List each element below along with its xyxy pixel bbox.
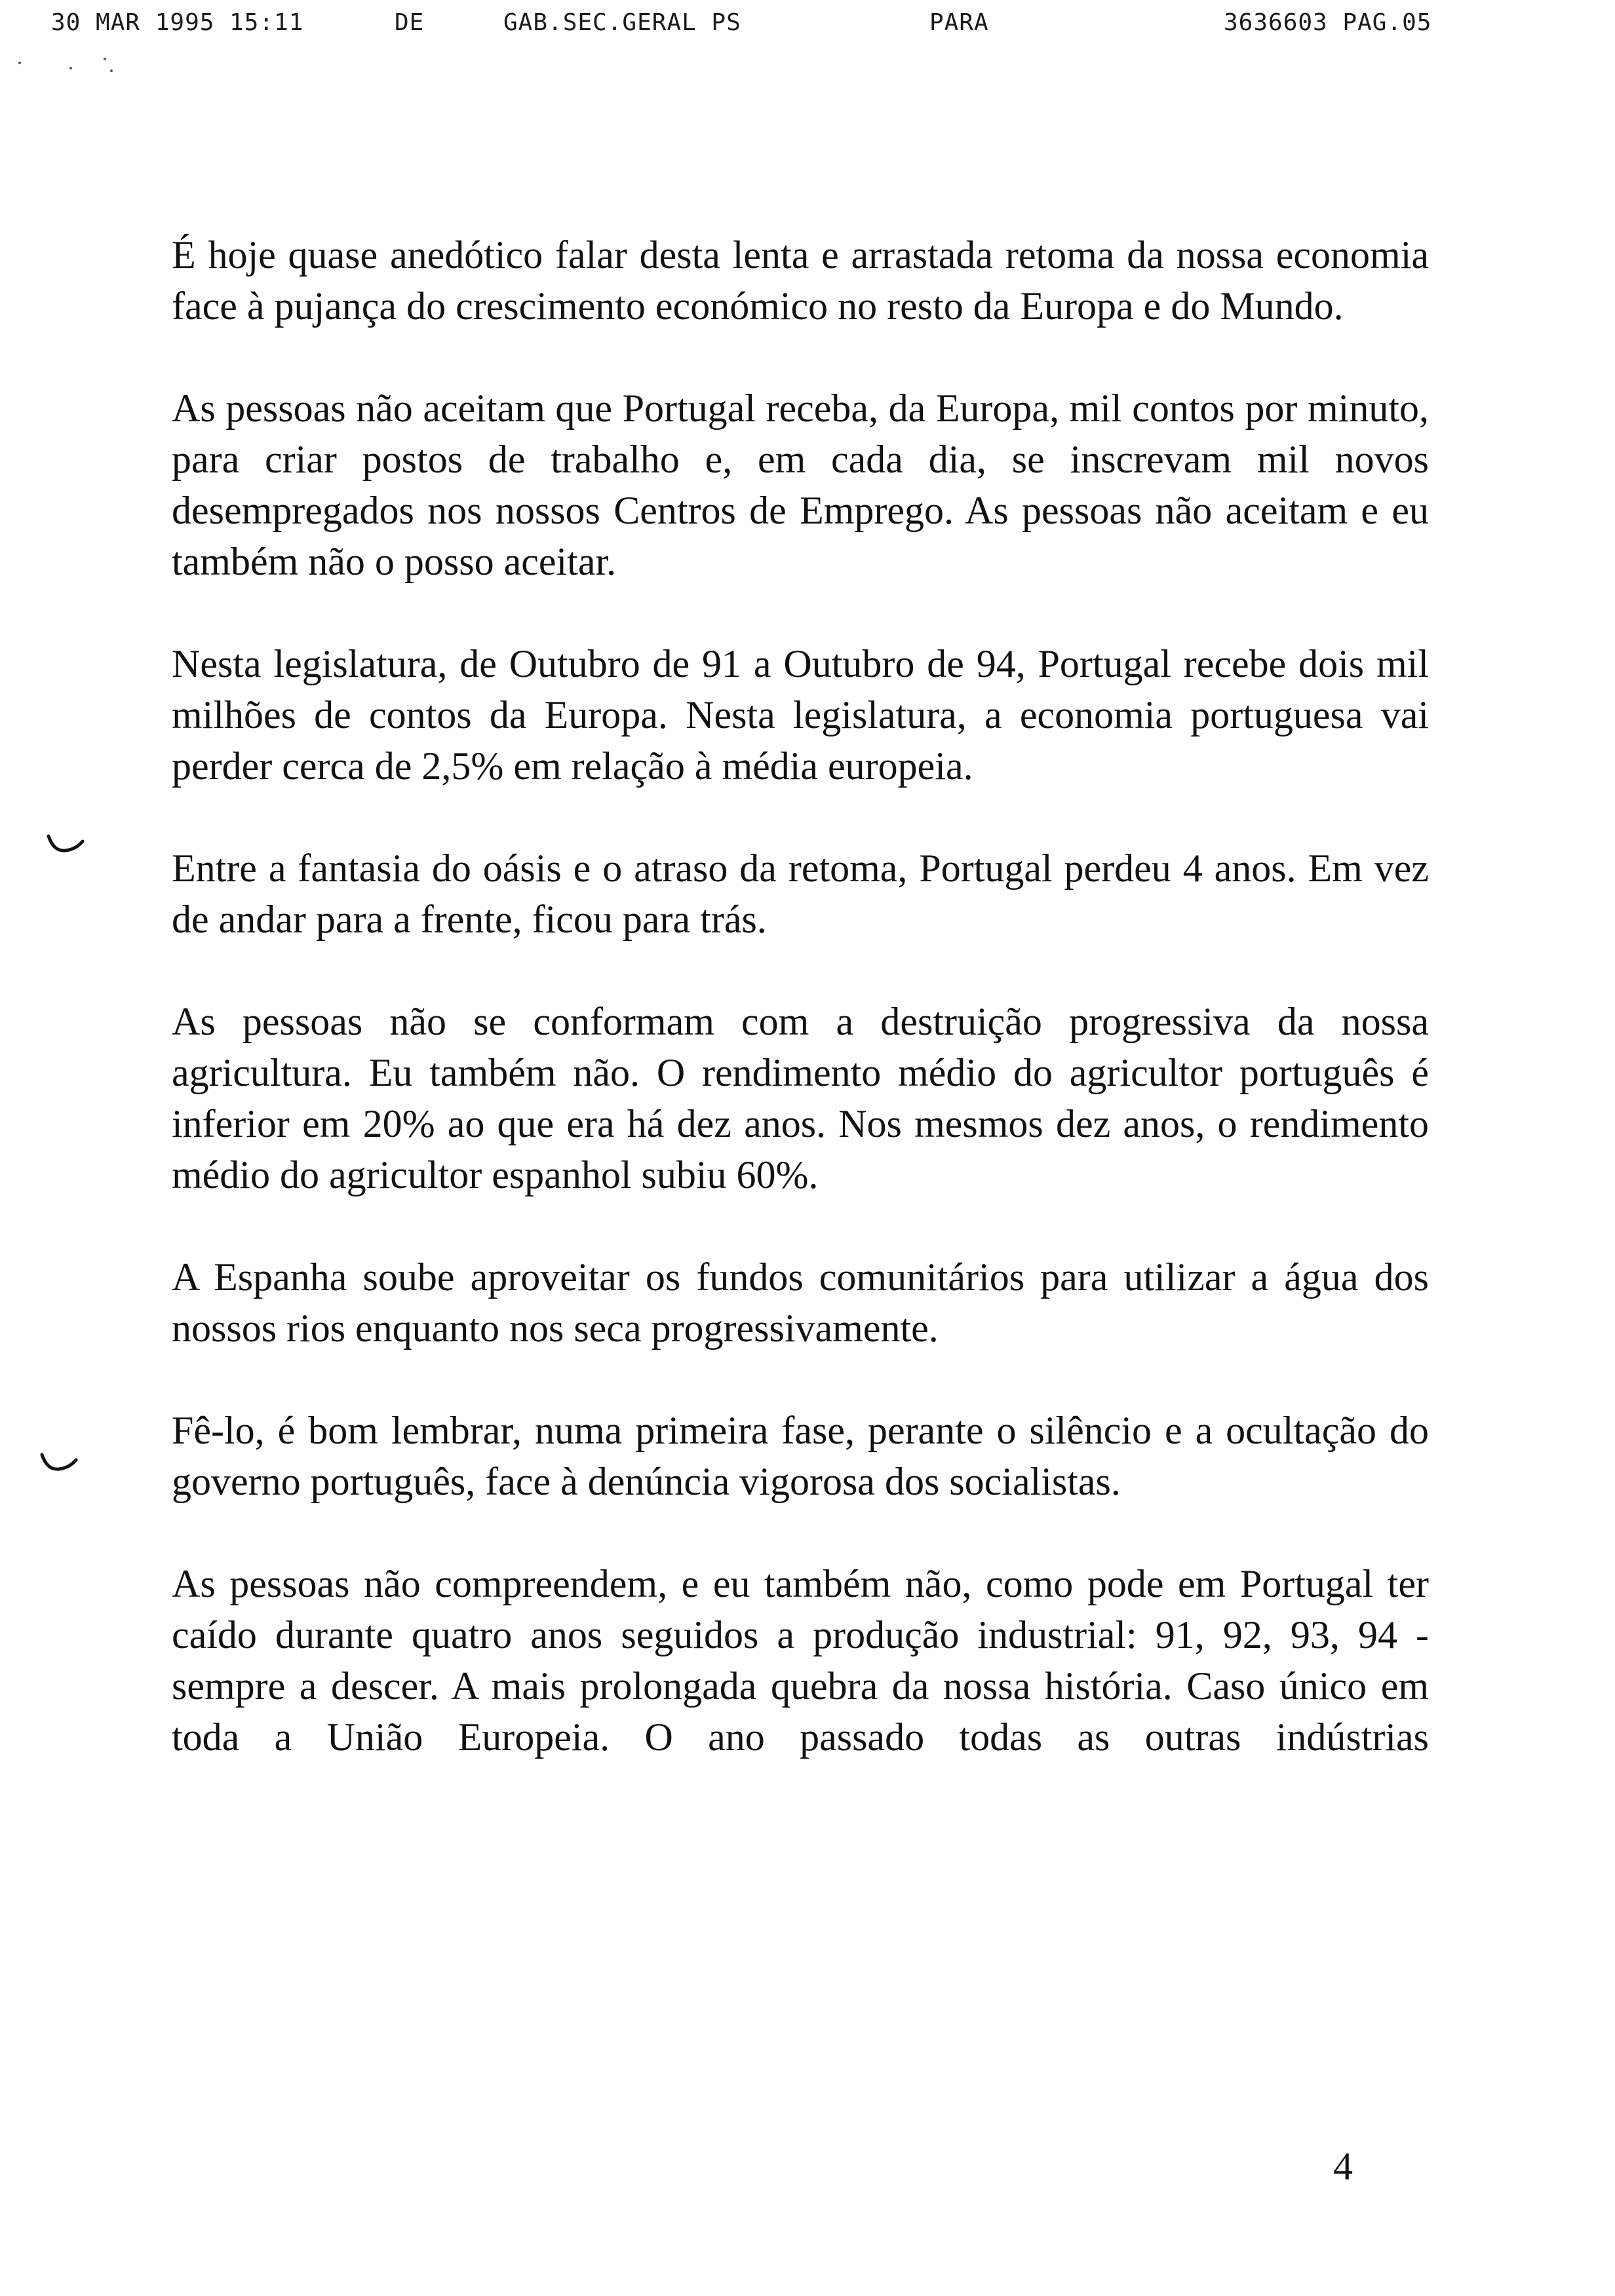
fax-header xyxy=(51,9,1460,43)
paragraph: As pessoas não compreendem, e eu também não, como pode em Portugal ter caído durante quatro anos seguidos a produção industrial: 91, 92, 93, 94 - sempre a descer. A mais prolongada quebra da nossa história. Caso único em toda a União Europeia. O ano passado todas as outras indústrias xyxy=(172,1562,1429,1759)
paragraph: As pessoas não se conformam com a destruição progressiva da nossa agricultura. Eu também não. O rendimento médio do agricultor português é inferior em 20% ao que era há dez anos. Nos mesmos dez anos, o rendimento médio do agricultor espanhol subiu 60%. xyxy=(172,1000,1429,1196)
fax-time: 15:11 xyxy=(229,9,304,36)
scan-speck xyxy=(69,67,72,69)
paragraph: Nesta legislatura, de Outubro de 91 a Outubro de 94, Portugal recebe dois mil milhões de contos da Europa. Nesta legislatura, a economia portuguesa vai perder cerca de 2,5% em relação à média europeia. xyxy=(172,642,1429,788)
scan-specks xyxy=(7,52,138,92)
fax-sender: GAB.SEC.GERAL PS xyxy=(503,9,741,36)
fax-number-and-page xyxy=(1224,9,1431,36)
fax-from-label: DE xyxy=(395,9,425,36)
paragraph: A Espanha soube aproveitar os fundos comunitários para utilizar a água dos nossos rios enquanto nos seca progressivamente. xyxy=(172,1255,1429,1350)
margin-check-mark xyxy=(46,831,85,857)
margin-check-mark xyxy=(39,1449,79,1476)
scan-speck xyxy=(18,62,21,64)
paragraph: Entre a fantasia do oásis e o atraso da retoma, Portugal perdeu 4 anos. Em vez de andar para a frente, ficou para trás. xyxy=(172,847,1429,941)
paragraph: É hoje quase anedótico falar desta lenta e arrastada retoma da nossa economia face à pujança do crescimento económico no resto da Europa e do Mundo. xyxy=(172,233,1429,328)
scan-speck xyxy=(110,69,113,72)
paragraph: As pessoas não aceitam que Portugal receba, da Europa, mil contos por minuto, para criar postos de trabalho e, em cada dia, se inscrevam mil novos desempregados nos nossos Centros de Emprego. As pessoas não aceitam e eu também não o posso aceitar. xyxy=(172,387,1429,583)
fax-date: 30 MAR 1995 xyxy=(51,9,215,36)
paragraph: Fê-lo, é bom lembrar, numa primeira fase, perante o silêncio e a ocultação do governo português, face à denúncia vigorosa dos socialistas. xyxy=(172,1409,1429,1503)
fax-to-label: PARA xyxy=(929,9,989,36)
fax-number: 3636603 xyxy=(1224,9,1328,36)
scan-speck xyxy=(104,58,106,60)
letter-body xyxy=(172,229,1429,1763)
page-number: 4 xyxy=(1333,2145,1353,2188)
fax-page: PAG.05 xyxy=(1342,9,1432,36)
